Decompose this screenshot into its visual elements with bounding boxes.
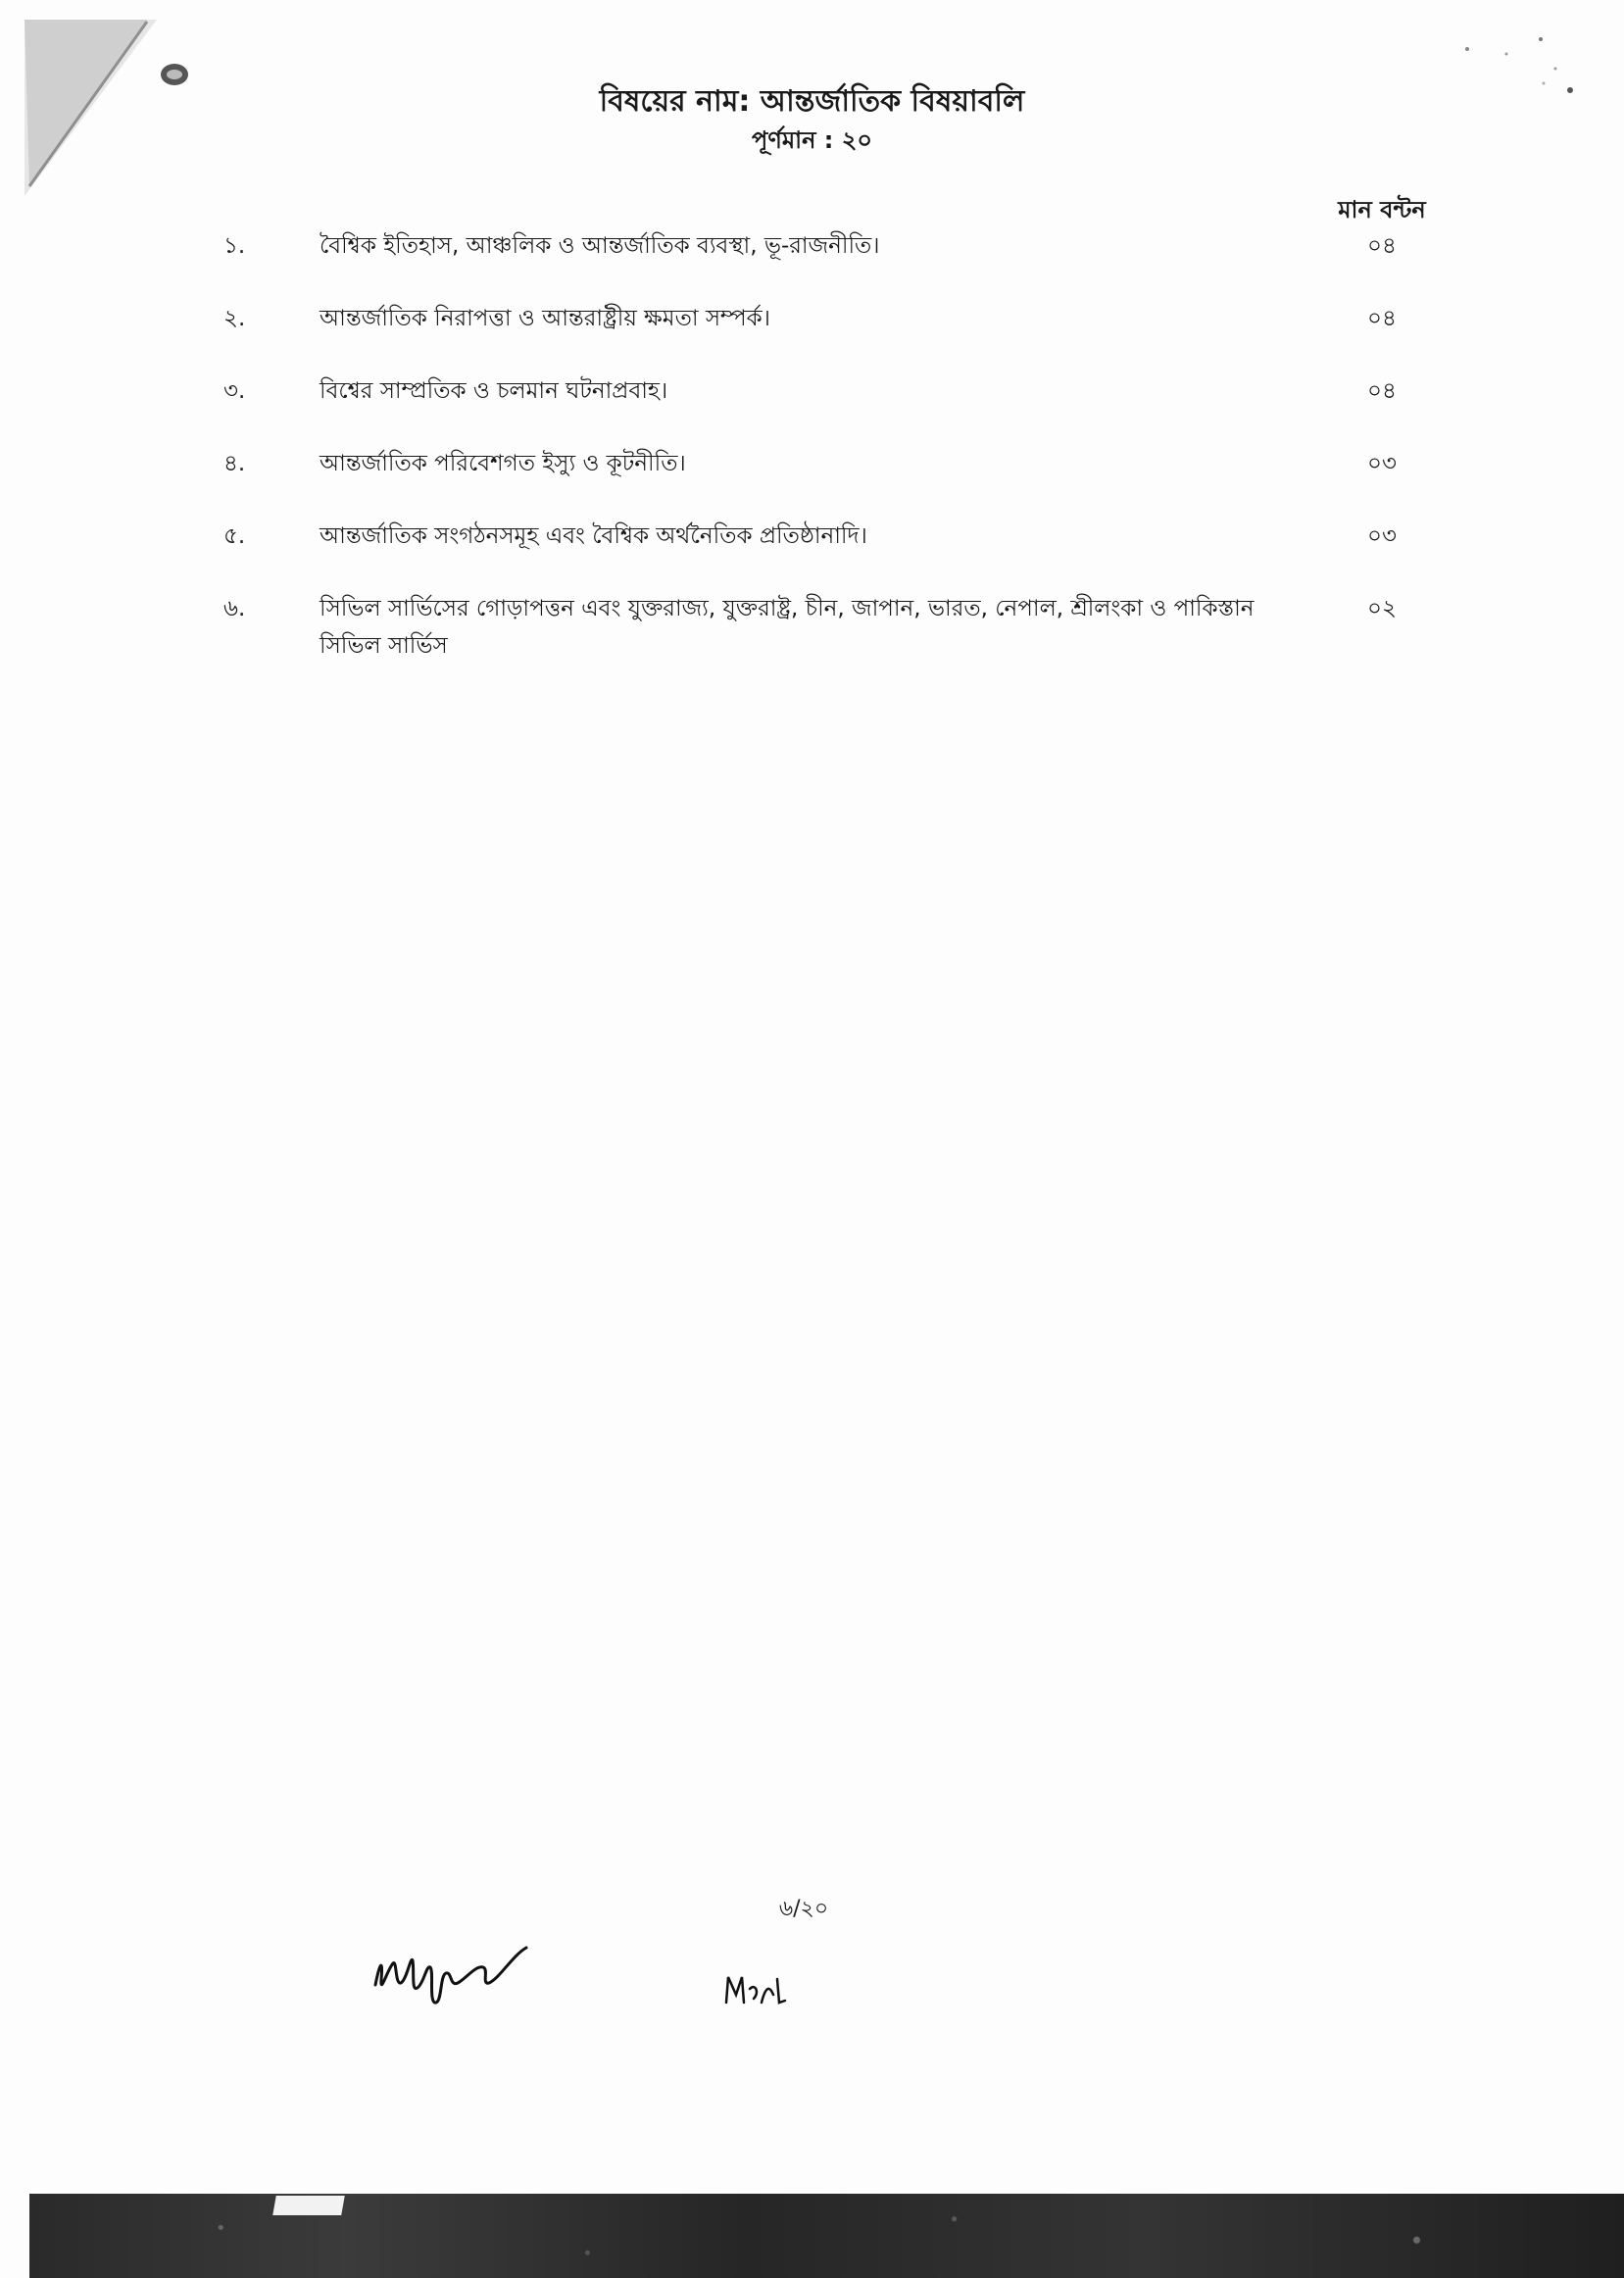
initials xyxy=(720,1965,789,2009)
item-mark: ০৪ xyxy=(1367,378,1397,404)
item-number: ৬. xyxy=(223,596,246,621)
item-number: ২. xyxy=(223,306,246,331)
subject-title: বিষয়ের নাম: আন্তর্জাতিক বিষয়াবলি xyxy=(599,84,1025,119)
item-number: ১. xyxy=(223,233,246,259)
document-header xyxy=(0,80,1624,157)
page-number: ৬/২০ xyxy=(778,1897,829,1921)
item-topic: সিভিল সার্ভিসের গোড়াপত্তন এবং যুক্তরাজ্য, যুক্তরাষ্ট্র, চীন, জাপান, ভারত, নেপাল, শ্রীলংকা ও পাকিস্তান সিভিল সার্ভিস xyxy=(320,596,1255,659)
item-number: ৪. xyxy=(223,451,246,476)
item-number: ৩. xyxy=(223,378,246,404)
item-mark: ০৪ xyxy=(1367,306,1397,331)
item-topic: আন্তর্জাতিক নিরাপত্তা ও আন্তরাষ্ট্রীয় ক্ষমতা সম্পর্ক। xyxy=(320,306,770,331)
item-mark: ০৩ xyxy=(1367,451,1397,476)
item-mark: ০২ xyxy=(1367,596,1397,621)
scan-bottom-edge xyxy=(29,2194,1624,2278)
item-topic: আন্তর্জাতিক সংগঠনসমূহ এবং বৈশ্বিক অর্থনৈতিক প্রতিষ্ঠানাদি। xyxy=(320,523,867,549)
item-mark: ০৩ xyxy=(1367,523,1397,549)
full-marks: পূর্ণমান : ২০ xyxy=(752,126,872,154)
signature xyxy=(368,1926,534,2014)
marks-column-heading: মান বন্টন xyxy=(1338,196,1426,223)
item-topic: বৈশ্বিক ইতিহাস, আঞ্চলিক ও আন্তর্জাতিক ব্যবস্থা, ভূ-রাজনীতি। xyxy=(320,233,880,259)
item-topic: বিশ্বের সাম্প্রতিক ও চলমান ঘটনাপ্রবাহ। xyxy=(320,378,668,404)
item-number: ৫. xyxy=(223,523,246,549)
item-topic: আন্তর্জাতিক পরিবেশগত ইস্যু ও কূটনীতি। xyxy=(320,451,686,476)
item-mark: ০৪ xyxy=(1367,233,1397,259)
